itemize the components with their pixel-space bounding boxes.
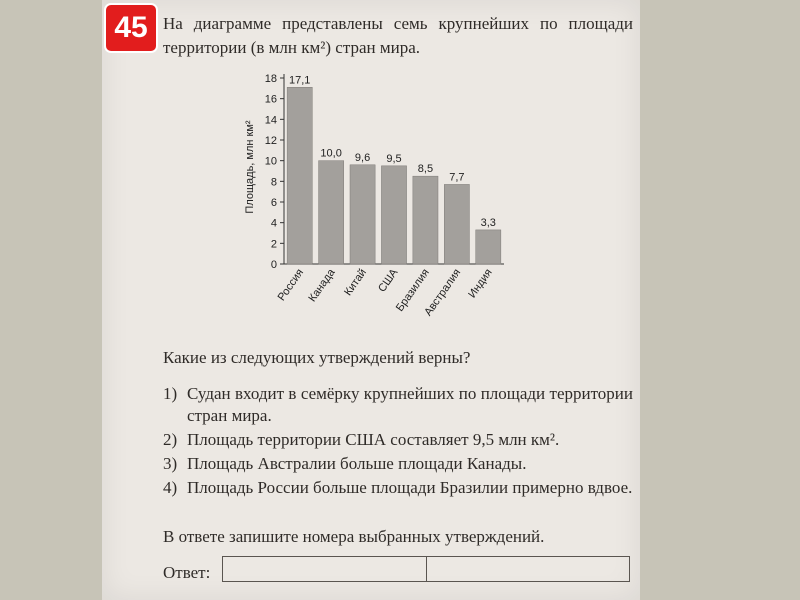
y-tick-label: 0 bbox=[270, 259, 277, 271]
category-label: Россия bbox=[275, 266, 307, 304]
bar bbox=[319, 161, 344, 264]
category-label: Бразилия bbox=[393, 266, 432, 314]
y-tick-label: 16 bbox=[264, 93, 277, 106]
bar bbox=[444, 184, 469, 264]
y-tick-label: 18 bbox=[264, 73, 277, 85]
instruction-text: В ответе запишите номера выбранных утверждений. bbox=[163, 527, 545, 546]
y-tick-label: 14 bbox=[264, 114, 277, 127]
y-axis-label: Площадь, млн км² bbox=[244, 120, 256, 214]
category-label: США bbox=[376, 266, 401, 295]
option-number: 3) bbox=[163, 454, 178, 473]
y-tick-label: 2 bbox=[270, 238, 277, 251]
bar bbox=[350, 165, 375, 264]
y-tick-label: 6 bbox=[270, 197, 277, 209]
answer-options bbox=[163, 383, 633, 501]
option-number: 2) bbox=[163, 430, 178, 449]
option-text: Площадь России больше площади Бразилии примерно вдвое. bbox=[187, 478, 633, 497]
bar bbox=[476, 230, 501, 264]
task-intro-text: На диаграмме представлены семь крупнейших по площади территории (в млн км²) стран мира. bbox=[163, 14, 633, 57]
answer-cell[interactable] bbox=[426, 557, 630, 581]
question-text: Какие из следующих утверждений верны? bbox=[163, 348, 471, 367]
option-1 bbox=[163, 383, 633, 427]
option-4 bbox=[163, 477, 633, 499]
y-tick-label: 8 bbox=[270, 176, 277, 189]
option-text: Площадь территории США составляет 9,5 млн км². bbox=[187, 430, 560, 449]
option-text: Судан входит в семёрку крупнейших по площади территории стран мира. bbox=[187, 384, 633, 425]
bar-value-label: 3,3 bbox=[480, 216, 496, 229]
bar-value-label: 10,0 bbox=[320, 147, 342, 160]
bar-value-label: 7,7 bbox=[449, 171, 465, 184]
bar-value-label: 9,5 bbox=[386, 152, 402, 165]
option-2 bbox=[163, 429, 633, 451]
y-tick-label: 4 bbox=[270, 217, 277, 230]
bar bbox=[287, 87, 312, 264]
answer-cell[interactable] bbox=[223, 557, 426, 581]
task-number-badge: 45 bbox=[104, 3, 158, 53]
bar-chart bbox=[240, 68, 510, 330]
option-text: Площадь Австралии больше площади Канады. bbox=[187, 454, 527, 473]
category-label: Канада bbox=[306, 266, 338, 305]
bar-value-label: 9,6 bbox=[354, 151, 371, 164]
bar-value-label: 17,1 bbox=[289, 74, 311, 87]
option-number: 4) bbox=[163, 478, 178, 497]
answer-field[interactable] bbox=[222, 556, 630, 582]
y-tick-label: 12 bbox=[264, 135, 277, 147]
answer-label: Ответ: bbox=[163, 563, 211, 582]
option-number: 1) bbox=[163, 384, 178, 403]
category-label: Австралия bbox=[422, 266, 464, 319]
option-3 bbox=[163, 453, 633, 475]
bar bbox=[381, 166, 406, 264]
bar-value-label: 8,5 bbox=[417, 163, 434, 176]
category-label: Китай bbox=[342, 266, 370, 299]
y-tick-label: 10 bbox=[264, 155, 277, 168]
category-label: Индия bbox=[466, 266, 495, 301]
bar bbox=[413, 176, 438, 264]
